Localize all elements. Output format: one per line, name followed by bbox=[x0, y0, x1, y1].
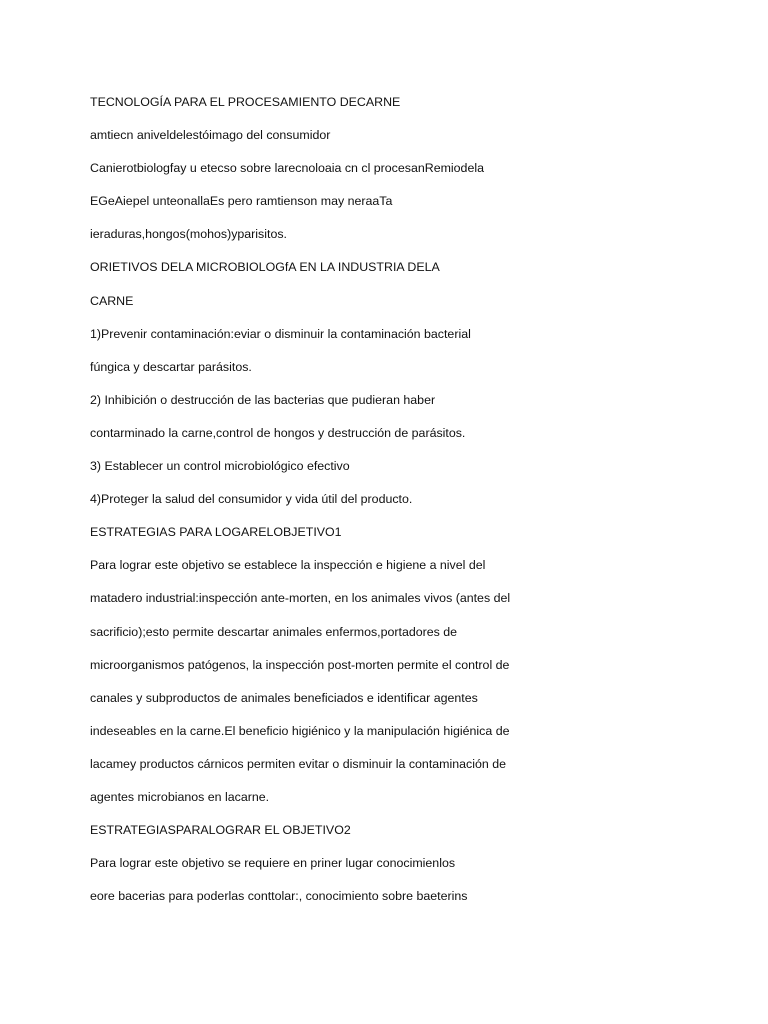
document-title: TECNOLOGÍA PARA EL PROCESAMIENTO DECARNE bbox=[90, 95, 401, 109]
objective-item: 4)Proteger la salud del consumidor y vida útil del producto. bbox=[90, 492, 413, 507]
section-heading: CARNE bbox=[90, 293, 134, 308]
text-line: EGeAiepel unteonallaEs pero ramtienson may neraaTa bbox=[90, 194, 393, 209]
section-heading: ORIETIVOS DELA MICROBIOLOGfA EN LA INDUSTRIA DELA bbox=[90, 260, 440, 275]
objective-item: fúngica y descartar parásitos. bbox=[90, 359, 252, 374]
text-line: matadero industrial:inspección ante-morten, en los animales vivos (antes del bbox=[90, 591, 511, 606]
section-heading: ESTRATEGIASPARALOGRAR EL OBJETIVO2 bbox=[90, 823, 351, 838]
objective-item: 1)Prevenir contaminación:eviar o disminuir la contaminación bacterial bbox=[90, 326, 471, 341]
text-line: agentes microbianos en lacarne. bbox=[90, 789, 270, 804]
text-line: amtiecn aniveldelestóimago del consumidor bbox=[90, 128, 331, 143]
section-heading: ESTRATEGIAS PARA LOGARELOBJETIVO1 bbox=[90, 525, 342, 540]
text-line: microorganismos patógenos, la inspección post-morten permite el control de bbox=[90, 657, 510, 672]
text-line: Canierotbiologfay u etecso sobre larecnoloaia cn cl procesanRemiodela bbox=[90, 161, 484, 176]
objective-item: contarminado la carne,control de hongos y destrucción de parásitos. bbox=[90, 425, 466, 440]
text-line: indeseables en la carne.El beneficio higiénico y la manipulación higiénica de bbox=[90, 723, 510, 738]
text-line: ieraduras,hongos(mohos)yparisitos. bbox=[90, 227, 287, 242]
text-line: Para lograr este objetivo se requiere en priner lugar conocimienlos bbox=[90, 856, 456, 871]
text-line: eore bacerias para poderlas conttolar:, conocimiento sobre baeterins bbox=[90, 889, 468, 904]
text-line: canales y subproductos de animales beneficiados e identificar agentes bbox=[90, 690, 478, 705]
text-line: lacamey productos cárnicos permiten evitar o disminuir la contaminación de bbox=[90, 756, 506, 771]
text-line: Para lograr este objetivo se establece la inspección e higiene a nivel del bbox=[90, 558, 486, 573]
text-line: sacrificio);esto permite descartar animales enfermos,portadores de bbox=[90, 624, 458, 639]
objective-item: 3) Establecer un control microbiológico efectivo bbox=[90, 459, 350, 474]
objective-item: 2) Inhibición o destrucción de las bacterias que pudieran haber bbox=[90, 392, 436, 407]
document-body bbox=[90, 93, 650, 920]
